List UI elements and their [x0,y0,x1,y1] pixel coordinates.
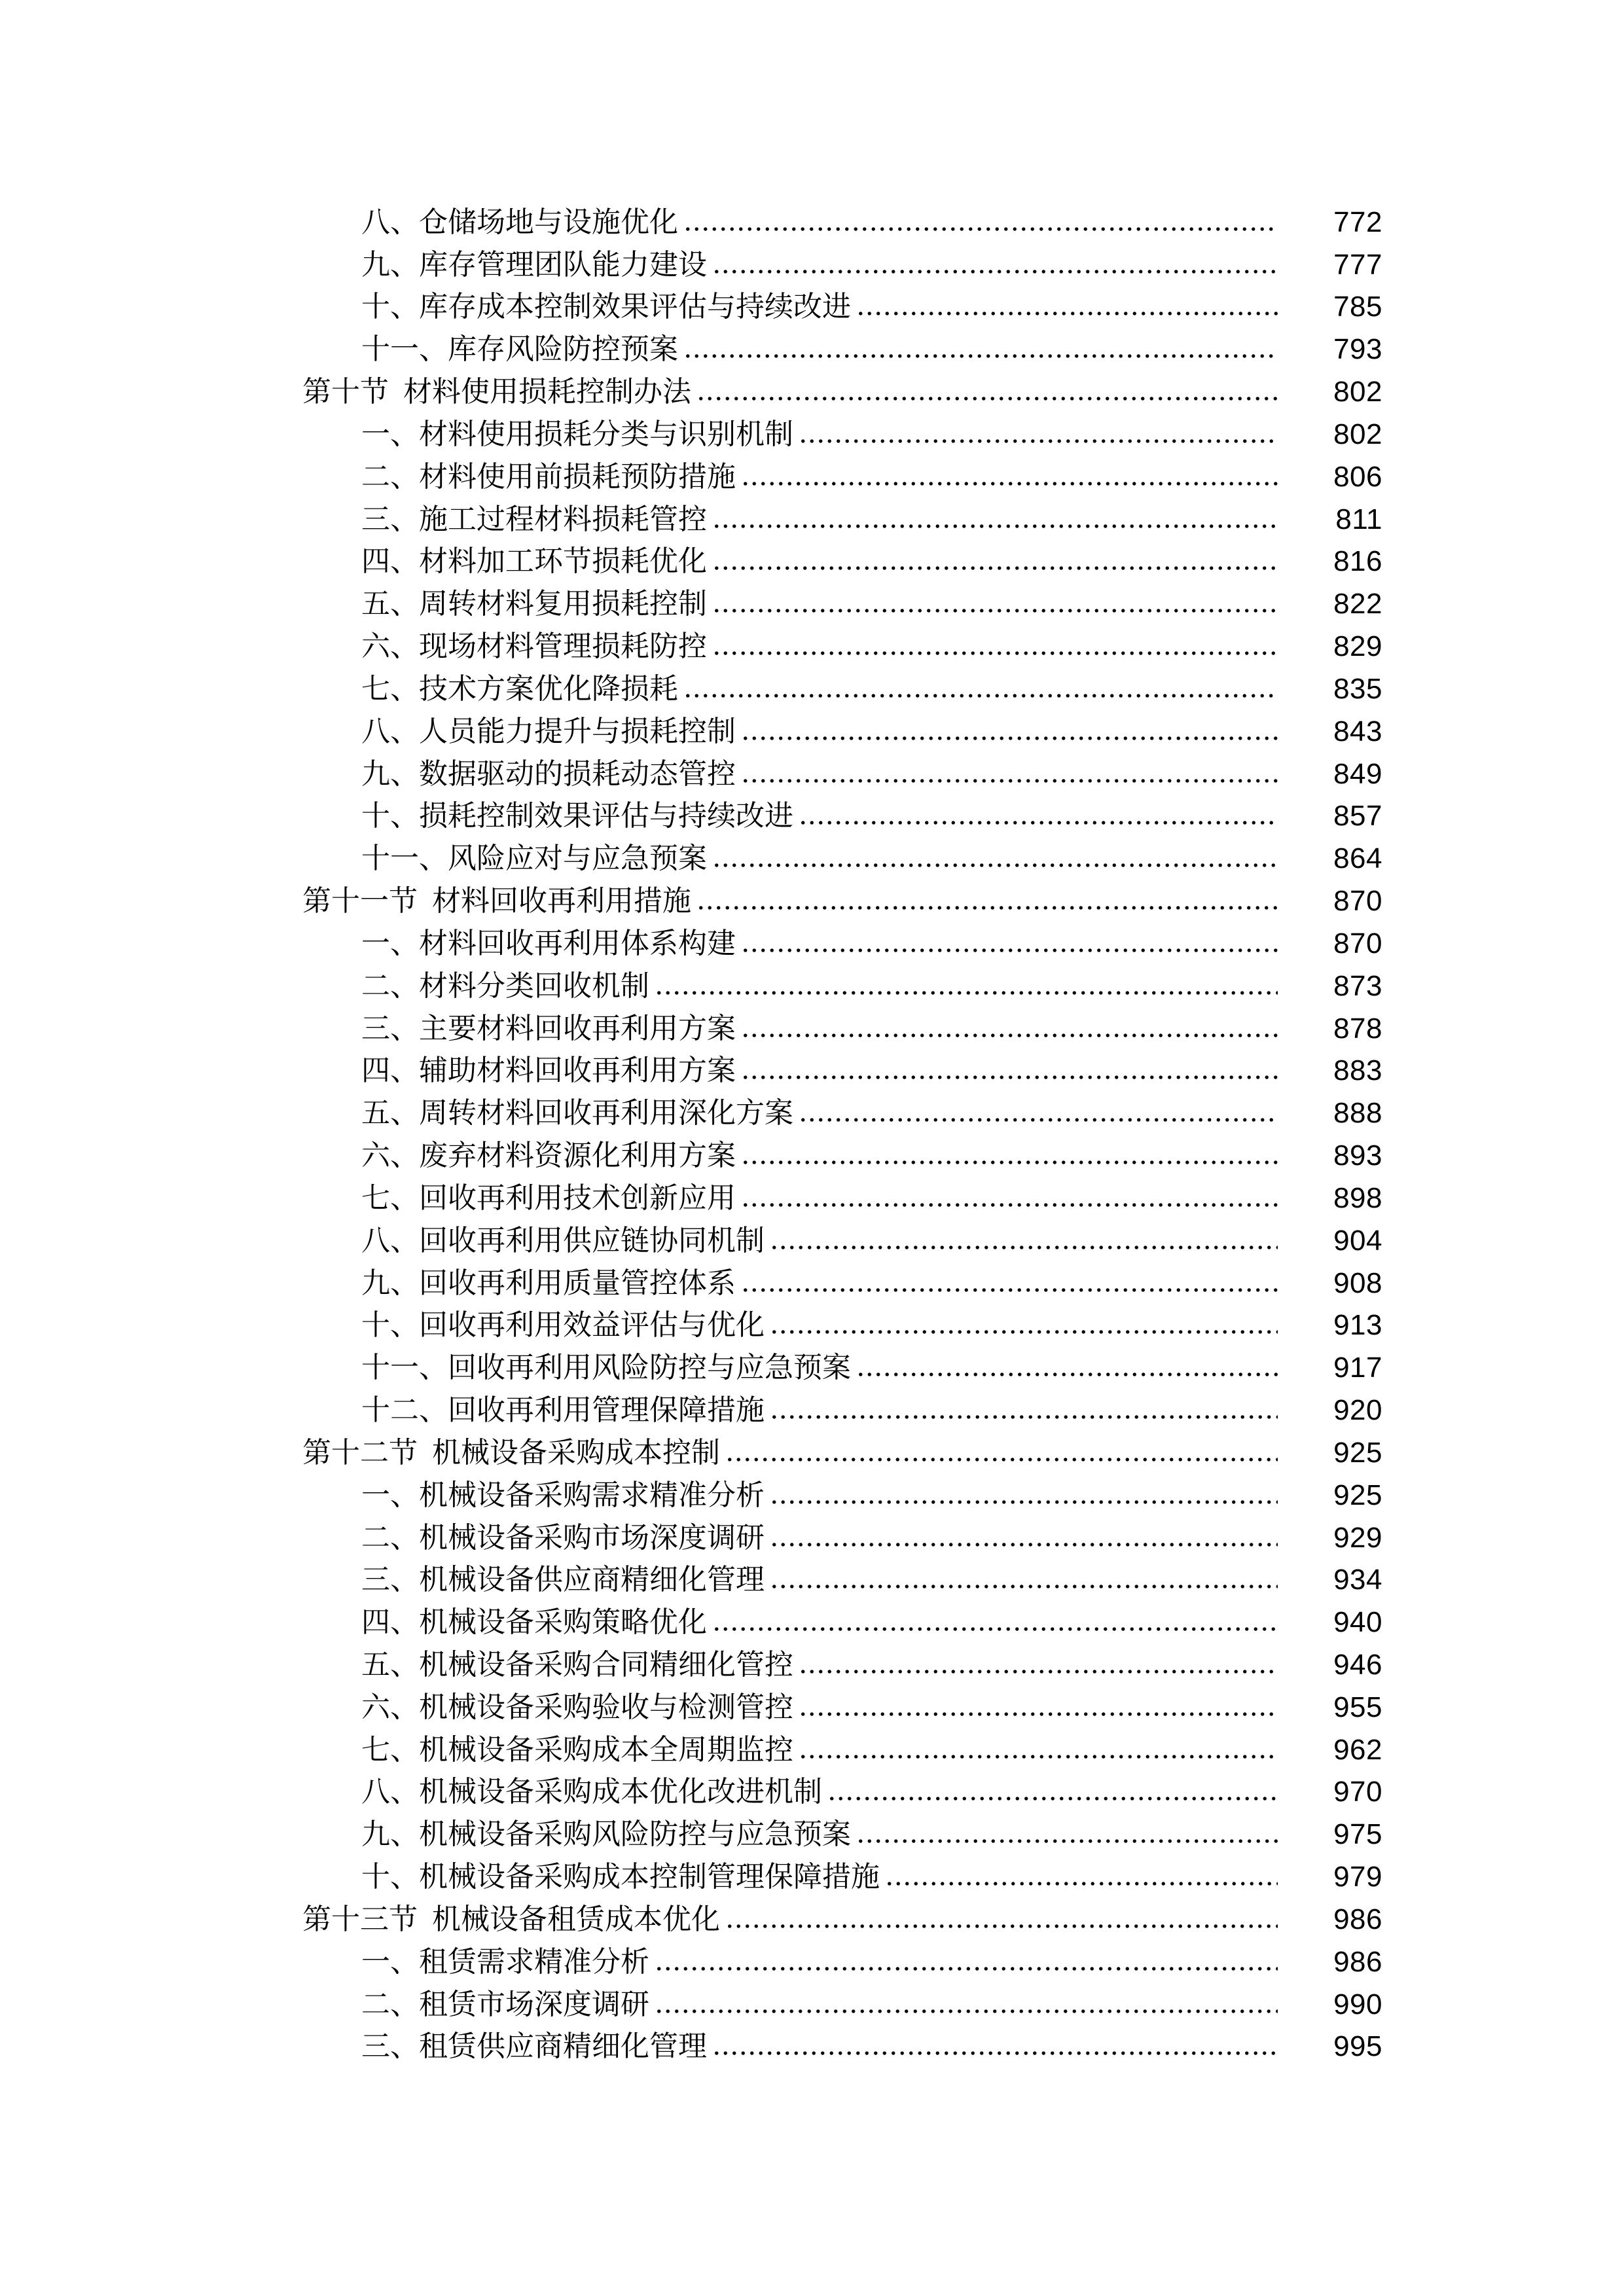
toc-page-number: 849 [1333,757,1382,790]
toc-page-number: 878 [1333,1012,1382,1045]
toc-subsection-entry[interactable] [0,623,1624,666]
toc-page-number: 822 [1333,588,1382,620]
section-number: 第十二节 [302,1435,418,1469]
toc-entry-text: 十、库存成本控制效果评估与持续改进 [361,290,851,324]
toc-entry-title [361,672,678,707]
dot-leader [712,2050,1278,2056]
toc-page-number: 970 [1333,1776,1382,1808]
toc-subsection-entry[interactable] [0,1811,1624,1854]
toc-subsection-entry[interactable] [0,199,1624,242]
dot-leader [683,353,1278,359]
toc-entry-title [361,969,649,1004]
dot-leader [655,2008,1278,2015]
toc-entry-title [361,502,707,537]
toc-page-number: 929 [1333,1521,1382,1554]
toc-subsection-entry[interactable] [0,1854,1624,1896]
toc-entry-text: 一、租赁需求精准分析 [361,1945,649,1979]
dot-leader [856,310,1278,317]
toc-page-number: 904 [1333,1224,1382,1257]
toc-page-number: 857 [1333,800,1382,833]
toc-page-number: 806 [1333,460,1382,493]
toc-page-number: 986 [1333,1903,1382,1935]
toc-subsection-entry[interactable] [0,1641,1624,1684]
toc-page-number: 870 [1333,927,1382,960]
dot-leader [741,1202,1278,1208]
toc-entry-title [361,1732,793,1768]
toc-entry-text: 十、回收再利用效益评估与优化 [361,1308,765,1342]
toc-subsection-entry[interactable] [0,326,1624,368]
toc-entry-text: 二、租赁市场深度调研 [361,1987,649,2021]
dot-leader [770,1499,1278,1505]
toc-entry-text: 七、机械设备采购成本全周期监控 [361,1732,793,1767]
toc-page-number: 946 [1333,1648,1382,1681]
toc-entry-title [361,1478,765,1513]
toc-entry-text: 十一、风险应对与应急预案 [361,842,707,876]
toc-entry-title [302,1902,720,1937]
toc-page-number: 893 [1333,1139,1382,1172]
toc-page-number: 925 [1333,1479,1382,1511]
toc-page-number: 908 [1333,1266,1382,1299]
toc-subsection-entry[interactable] [0,1387,1624,1429]
toc-entry-text: 四、材料加工环节损耗优化 [361,545,707,579]
toc-entry-title [361,798,793,834]
toc-entry-text: 八、回收再利用供应链协同机制 [361,1223,765,1257]
toc-subsection-entry[interactable] [0,1260,1624,1302]
toc-entry-title [361,1223,765,1259]
toc-entry-title [302,884,691,919]
toc-subsection-entry[interactable] [0,1302,1624,1345]
dot-leader [725,1456,1278,1463]
toc-entry-title [361,1647,793,1683]
toc-entry-text: 十、损耗控制效果评估与持续改进 [361,799,793,833]
toc-entry-text: 九、数据驱动的损耗动态管控 [361,757,736,791]
toc-entry-title [361,1393,765,1428]
toc-entry-text: 九、回收再利用质量管控体系 [361,1266,736,1300]
toc-page-number: 917 [1333,1352,1382,1384]
toc-entry-title [302,374,691,410]
dot-leader [655,990,1278,996]
dot-leader [799,438,1278,444]
toc-page-number: 811 [1335,503,1382,535]
toc-subsection-entry[interactable] [0,454,1624,496]
toc-page-number: 913 [1333,1309,1382,1342]
section-number: 第十节 [302,375,389,409]
toc-entry-title [361,1987,649,2022]
toc-page-number: 870 [1333,885,1382,918]
toc-page-number: 802 [1333,418,1382,450]
toc-subsection-entry[interactable] [0,539,1624,581]
toc-entry-text: 四、辅助材料回收再利用方案 [361,1054,736,1088]
toc-page-number: 785 [1333,291,1382,323]
toc-page-number: 843 [1333,715,1382,747]
toc-entry-text: 八、机械设备采购成本优化改进机制 [361,1775,822,1809]
toc-page-number: 955 [1333,1691,1382,1723]
toc-entry-title [361,1605,707,1640]
dot-leader [712,523,1278,529]
toc-subsection-entry[interactable] [0,920,1624,963]
toc-entry-text: 五、周转材料复用损耗控制 [361,587,707,621]
toc-entry-title [361,841,707,876]
toc-subsection-entry[interactable] [0,242,1624,284]
toc-subsection-entry[interactable] [0,835,1624,878]
dot-leader [799,1711,1278,1717]
section-title: 机械设备租赁成本优化 [432,1902,720,1936]
toc-subsection-entry[interactable] [0,1217,1624,1260]
toc-entry-title [361,1774,822,1810]
toc-entry-title [361,289,851,325]
toc-page-number: 888 [1333,1097,1382,1130]
toc-entry-text: 十一、回收再利用风险防控与应急预案 [361,1351,851,1385]
dot-leader [712,607,1278,614]
dot-leader [827,1795,1278,1802]
toc-entry-text: 二、机械设备采购市场深度调研 [361,1520,765,1554]
toc-page-number: 920 [1333,1394,1382,1427]
section-title: 材料回收再利用措施 [432,884,691,918]
toc-entry-title [361,332,678,367]
dot-leader [696,395,1278,402]
dot-leader [741,480,1278,487]
toc-entry-text: 八、人员能力提升与损耗控制 [361,714,736,748]
dot-leader [712,650,1278,656]
toc-subsection-entry[interactable] [0,411,1624,454]
dot-leader [712,1626,1278,1632]
toc-entry-text: 四、机械设备采购策略优化 [361,1605,707,1640]
toc-section-entry[interactable] [0,1429,1624,1472]
toc-section-entry[interactable] [0,1896,1624,1939]
toc-entry-text: 三、机械设备供应商精细化管理 [361,1563,765,1597]
toc-entry-title [361,205,678,240]
toc-subsection-entry[interactable] [0,1981,1624,2024]
toc-entry-title [361,1053,736,1088]
toc-page-number: 979 [1333,1861,1382,1893]
toc-subsection-entry[interactable] [0,1557,1624,1600]
toc-entry-title [361,1181,736,1216]
dot-leader [741,735,1278,742]
toc-page-number: 962 [1333,1733,1382,1766]
toc-entry-text: 二、材料使用前损耗预防措施 [361,459,736,493]
toc-section-entry[interactable] [0,368,1624,411]
dot-leader [770,1244,1278,1251]
dot-leader [885,1880,1278,1887]
toc-subsection-entry[interactable] [0,708,1624,751]
toc-subsection-entry[interactable] [0,1727,1624,1769]
toc-entry-title [361,757,736,792]
dot-leader [799,1753,1278,1760]
dot-leader [741,1032,1278,1039]
dot-leader [770,1329,1278,1335]
toc-entry-text: 十二、回收再利用管理保障措施 [361,1393,765,1427]
dot-leader [683,226,1278,232]
toc-page-number: 883 [1333,1054,1382,1087]
toc-entry-text: 七、回收再利用技术创新应用 [361,1181,736,1215]
toc-subsection-entry[interactable] [0,1769,1624,1812]
toc-page-number: 829 [1333,630,1382,663]
dot-leader [741,947,1278,954]
dot-leader [725,1923,1278,1929]
toc-subsection-entry[interactable] [0,284,1624,327]
dot-leader [741,1159,1278,1166]
toc-entry-title [361,2029,707,2064]
toc-subsection-entry[interactable] [0,1132,1624,1175]
toc-entry-text: 九、机械设备采购风险防控与应急预案 [361,1818,851,1852]
toc-entry-text: 一、材料回收再利用体系构建 [361,926,736,960]
toc-subsection-entry[interactable] [0,1939,1624,1981]
toc-entry-title [361,1096,793,1131]
toc-entry-text: 九、库存管理团队能力建设 [361,247,707,281]
section-title: 机械设备采购成本控制 [432,1435,720,1469]
dot-leader [683,692,1278,699]
toc-entry-title [361,1817,851,1852]
toc-entry-text: 一、材料使用损耗分类与识别机制 [361,417,793,451]
toc-entry-title [361,586,707,622]
dot-leader [741,1287,1278,1293]
toc-page-number: 802 [1333,376,1382,408]
toc-page-number: 940 [1333,1606,1382,1639]
dot-leader [770,1541,1278,1548]
toc-page-number: 772 [1333,206,1382,238]
toc-entry-title [361,1138,736,1174]
toc-subsection-entry[interactable] [0,751,1624,793]
toc-entry-title [361,714,736,749]
toc-entry-title [361,1859,880,1895]
toc-subsection-entry[interactable] [0,2024,1624,2066]
toc-entry-text: 七、技术方案优化降损耗 [361,672,678,706]
toc-subsection-entry[interactable] [0,1684,1624,1727]
toc-page-number: 995 [1333,2030,1382,2063]
toc-page-number: 816 [1333,545,1382,578]
section-number: 第十一节 [302,884,418,918]
dot-leader [799,819,1278,826]
dot-leader [741,1074,1278,1081]
toc-entry-title [361,629,707,664]
toc-entry-title [361,926,736,961]
toc-entry-text: 五、机械设备采购合同精细化管控 [361,1647,793,1681]
toc-entry-text: 六、废弃材料资源化利用方案 [361,1139,736,1173]
toc-subsection-entry[interactable] [0,963,1624,1005]
toc-page-number: 793 [1333,333,1382,366]
toc-entry-title [361,1945,649,1980]
toc-page-number: 898 [1333,1181,1382,1214]
dot-leader [856,1371,1278,1378]
toc-page-number: 835 [1333,672,1382,705]
toc-page-number: 864 [1333,842,1382,875]
dot-leader [655,1965,1278,1972]
toc-entry-text: 一、机械设备采购需求精准分析 [361,1478,765,1512]
toc-entry-title [361,1562,765,1598]
toc-entry-text: 十、机械设备采购成本控制管理保障措施 [361,1860,880,1894]
toc-page-number: 986 [1333,1945,1382,1978]
section-title: 材料使用损耗控制办法 [403,375,691,409]
dot-leader [770,1583,1278,1590]
toc-section-entry[interactable] [0,878,1624,920]
toc-subsection-entry[interactable] [0,666,1624,708]
dot-leader [770,1414,1278,1420]
toc-entry-title [361,544,707,579]
toc-entry-text: 二、材料分类回收机制 [361,969,649,1003]
toc-page-number: 925 [1333,1436,1382,1469]
toc-entry-title [361,1520,765,1556]
toc-entry-text: 三、施工过程材料损耗管控 [361,502,707,536]
toc-entry-title [361,1350,851,1386]
dot-leader [799,1117,1278,1123]
toc-subsection-entry[interactable] [0,581,1624,623]
toc-entry-title [361,1690,793,1725]
toc-entry-text: 六、现场材料管理损耗防控 [361,630,707,664]
section-number: 第十三节 [302,1902,418,1936]
toc-page-number: 873 [1333,969,1382,1002]
toc-subsection-entry[interactable] [0,1599,1624,1641]
toc-entry-title [361,459,736,495]
toc-entry-text: 三、租赁供应商精细化管理 [361,2030,707,2064]
toc-entry-text: 三、主要材料回收再利用方案 [361,1011,736,1045]
dot-leader [799,1668,1278,1675]
toc-subsection-entry[interactable] [0,1048,1624,1090]
dot-leader [856,1838,1278,1844]
toc-page-number: 975 [1333,1818,1382,1851]
toc-page-number: 934 [1333,1564,1382,1596]
toc-entry-title [361,1266,736,1301]
toc-entry-text: 六、机械设备采购验收与检测管控 [361,1690,793,1724]
toc-subsection-entry[interactable] [0,1515,1624,1557]
toc-entry-title [361,417,793,452]
dot-leader [696,905,1278,911]
dot-leader [712,268,1278,275]
toc-subsection-entry[interactable] [0,1005,1624,1048]
dot-leader [741,778,1278,784]
toc-subsection-entry[interactable] [0,793,1624,836]
toc-entry-title [361,1308,765,1343]
dot-leader [712,565,1278,571]
toc-subsection-entry[interactable] [0,496,1624,539]
toc-subsection-entry[interactable] [0,1472,1624,1515]
toc-entry-title [361,247,707,283]
toc-subsection-entry[interactable] [0,1344,1624,1387]
toc-page-number: 777 [1333,248,1382,281]
toc-entry-text: 八、仓储场地与设施优化 [361,205,678,239]
toc-entry-text: 十一、库存风险防控预案 [361,332,678,367]
toc-entry-title [361,1011,736,1047]
toc-entry-text: 五、周转材料回收再利用深化方案 [361,1096,793,1130]
toc-page-number: 990 [1333,1988,1382,2020]
dot-leader [712,862,1278,869]
toc-entry-title [302,1435,720,1471]
table-of-contents [0,199,1624,2066]
toc-subsection-entry[interactable] [0,1090,1624,1132]
toc-subsection-entry[interactable] [0,1175,1624,1217]
